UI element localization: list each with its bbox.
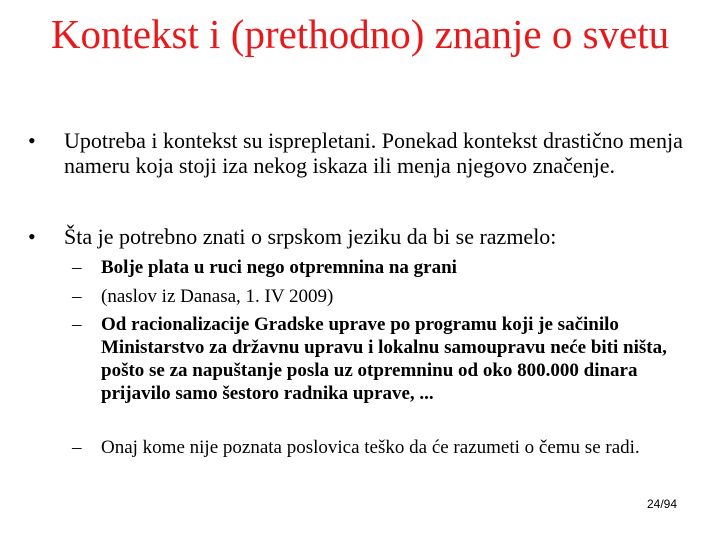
bullet-marker: • — [28, 128, 36, 153]
sub-bullet-item — [72, 436, 669, 459]
bullet-item — [28, 224, 704, 249]
sub-bullet-item — [72, 285, 669, 308]
bullet-marker: • — [28, 224, 36, 249]
sub-bullet-marker: – — [72, 257, 82, 278]
sub-bullet-item — [72, 256, 669, 279]
sub-bullet-text: Bolje plata u ruci nego otpremnina na grani — [101, 257, 457, 278]
sub-bullet-marker: – — [72, 286, 82, 307]
slide-title: Kontekst i (prethodno) znanje o svetu — [50, 11, 670, 57]
bullet-text: Upotreba i kontekst su isprepletani. Ponekad kontekst drastično menja nameru koja stoji iza nekog iskaza ili menja njegovo značenje. — [64, 128, 683, 178]
sub-bullet-text: (naslov iz Danasa, 1. IV 2009) — [101, 286, 334, 307]
sub-bullet-text: Od racionalizacije Gradske uprave po programu koji je sačinilo Ministarstvo za državnu upravu i lokalnu samoupravu neće biti ništa, pošto se za napuštanje posla uz otpremninu od oko 800.000 dinara prijavilo samo šestoro radnika uprave, ... — [101, 314, 667, 404]
sub-bullet-marker: – — [72, 314, 82, 335]
sub-bullet-item — [72, 313, 669, 405]
sub-bullet-marker: – — [72, 437, 82, 458]
page-number: 24/94 — [646, 497, 677, 511]
bullet-text: Šta je potrebno znati o srpskom jeziku da bi se razmelo: — [64, 224, 557, 249]
bullet-item — [28, 128, 704, 178]
sub-bullet-text: Onaj kome nije poznata poslovica teško da će razumeti o čemu se radi. — [101, 437, 640, 458]
